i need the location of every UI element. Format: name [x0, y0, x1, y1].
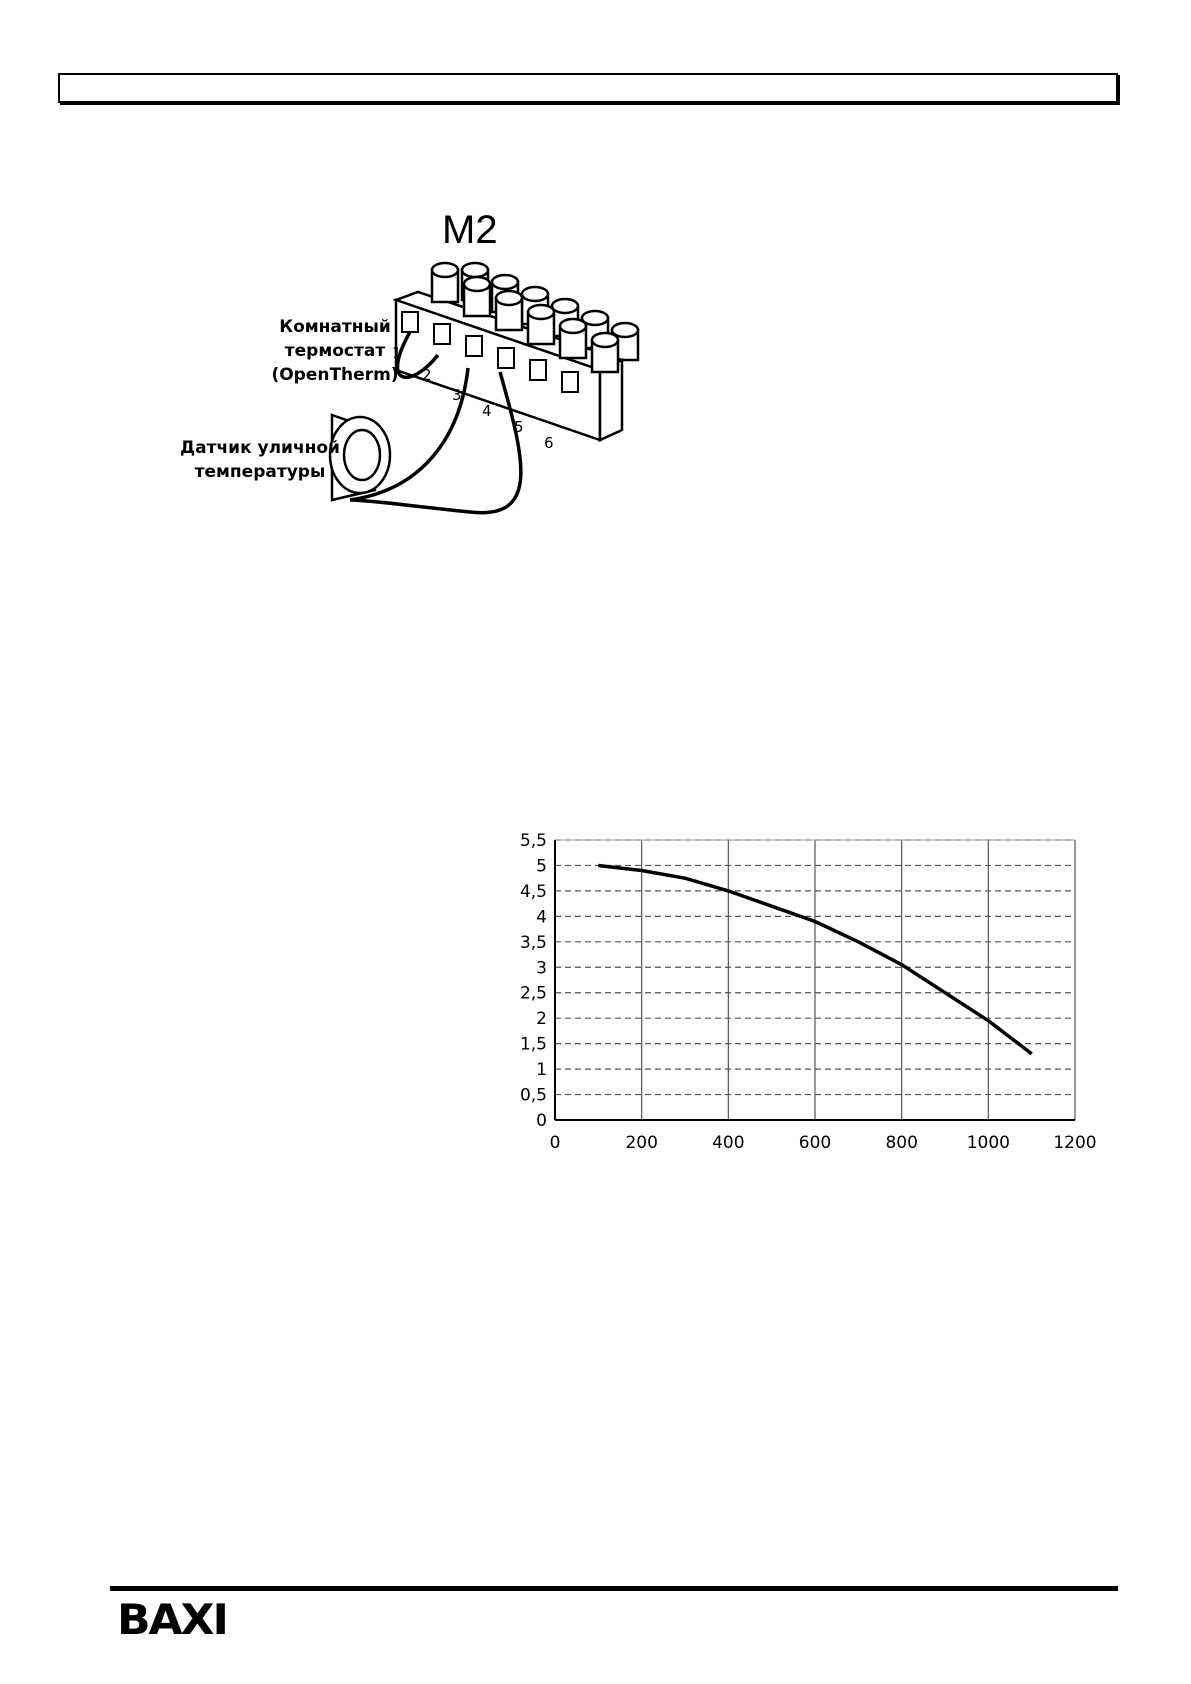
y-tick-label: 0 [536, 1111, 547, 1131]
terminal-number: 4 [482, 402, 492, 420]
room-thermostat-label [250, 315, 420, 387]
x-tick-label: 800 [885, 1133, 918, 1153]
label-line: (OpenTherm) [271, 365, 399, 385]
y-tick-label: 3,5 [519, 932, 547, 953]
header-box [58, 73, 1118, 103]
label-line: Датчик уличной [180, 438, 340, 458]
terminal-block-drawing [170, 200, 690, 570]
x-tick-label: 0 [549, 1133, 561, 1153]
y-tick-label: 1,5 [519, 1034, 547, 1055]
terminal-number: 3 [452, 386, 462, 404]
pump-curve-chart [485, 820, 1105, 1180]
y-tick-label: 3 [536, 958, 547, 979]
y-tick-label: 2,5 [519, 983, 547, 1004]
wiring-diagram [170, 200, 690, 570]
y-tick-label: 5 [536, 856, 547, 877]
label-line: температуры [194, 462, 326, 482]
x-tick-label: 1200 [1053, 1133, 1097, 1153]
terminal-number: 6 [544, 434, 554, 452]
y-tick-label: 5,5 [519, 831, 547, 851]
label-line: термостат [284, 341, 386, 361]
terminal-number: 2 [422, 366, 432, 384]
outdoor-sensor-label [170, 436, 350, 484]
terminal-block-title: M2 [442, 208, 498, 252]
baxi-logo: BAXI [117, 1595, 227, 1644]
chart-svg [485, 820, 1105, 1180]
x-tick-label: 400 [712, 1133, 745, 1153]
terminal-number: 5 [514, 418, 524, 436]
y-tick-label: 1 [536, 1060, 547, 1081]
x-tick-label: 1000 [966, 1133, 1010, 1153]
grid-layer [555, 840, 1075, 1120]
y-tick-label: 2 [536, 1009, 547, 1030]
y-tick-label: 0,5 [519, 1085, 547, 1106]
y-tick-label: 4,5 [519, 881, 547, 902]
label-layer [520, 831, 1097, 1153]
label-line: Комнатный [279, 317, 391, 337]
terminal-number: 1 [392, 344, 402, 362]
footer-rule [110, 1586, 1118, 1591]
y-tick-label: 4 [536, 907, 547, 928]
x-tick-label: 600 [798, 1133, 832, 1153]
x-tick-label: 200 [625, 1133, 658, 1153]
